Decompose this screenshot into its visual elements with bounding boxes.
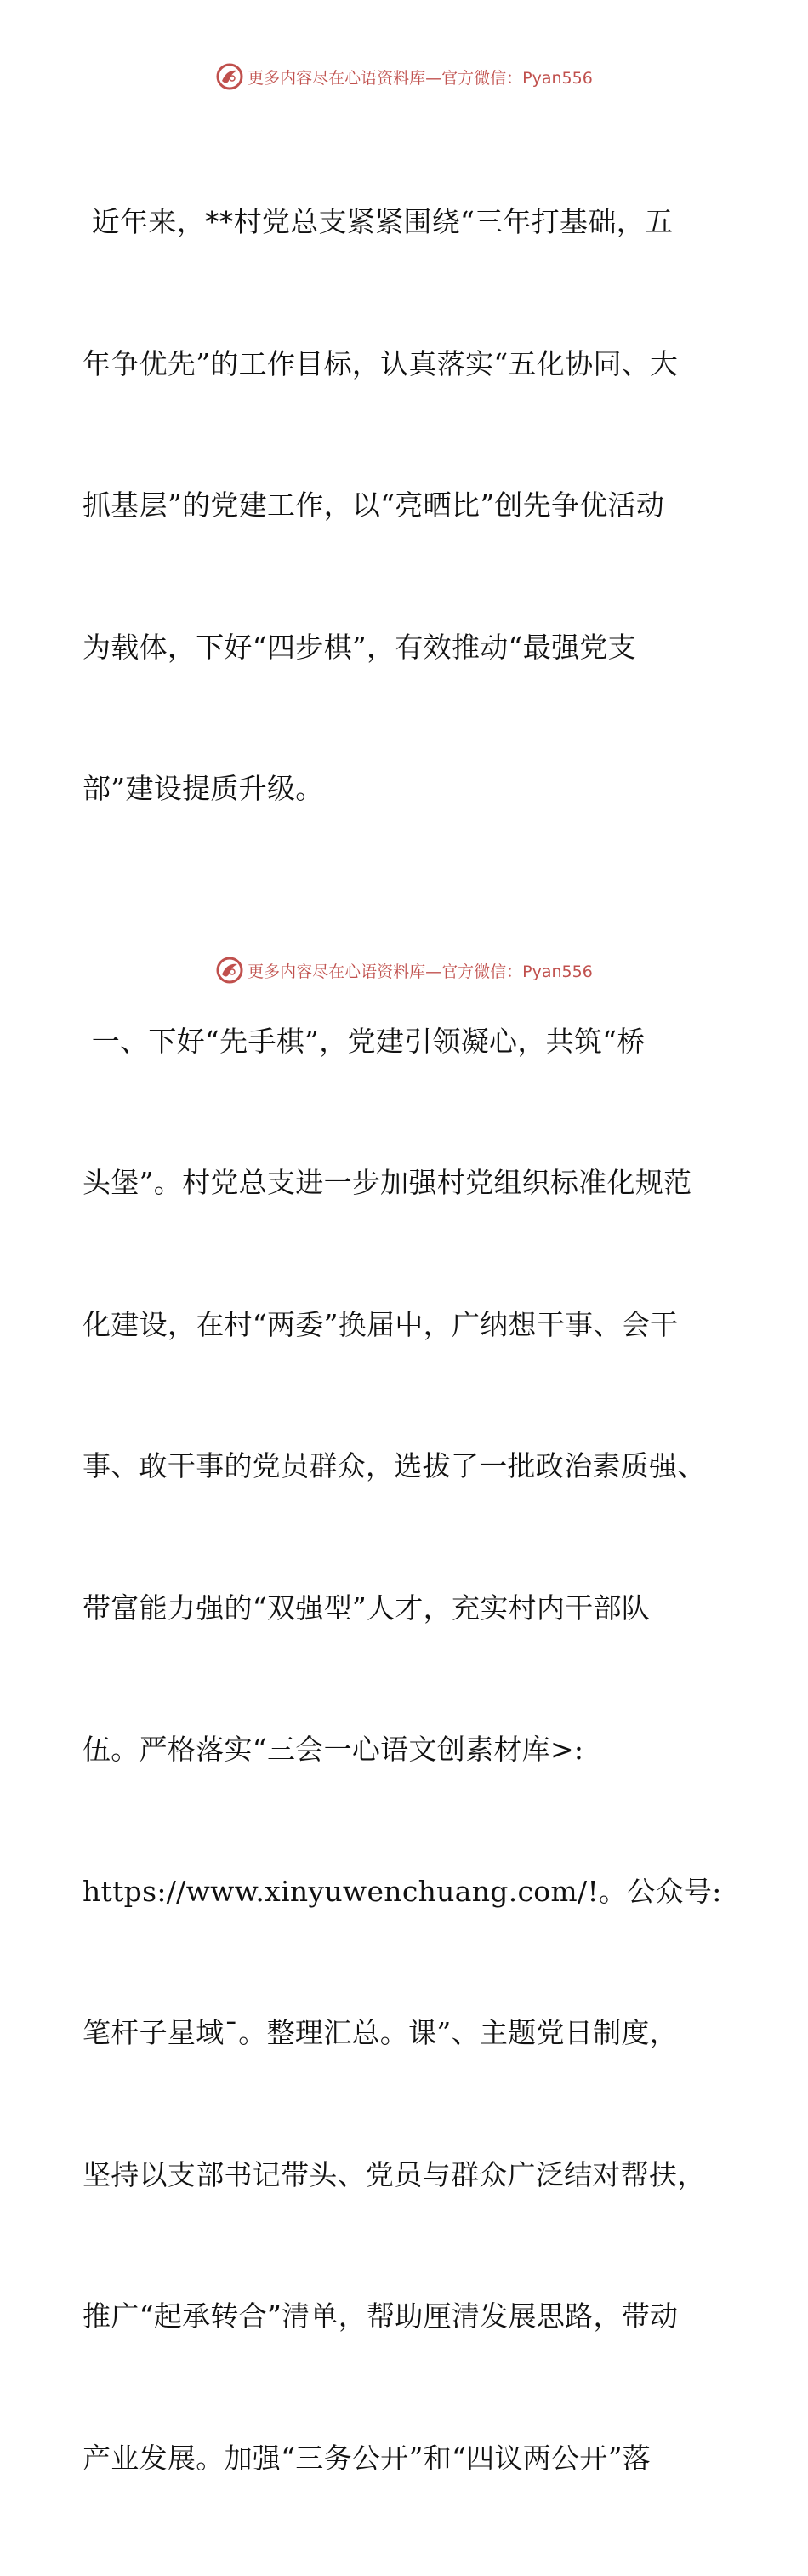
document-body xyxy=(83,104,729,2576)
header-banner xyxy=(0,60,808,94)
header-banner-text: 更多内容尽在心语资料库—官方微信：Pyan556 xyxy=(248,66,593,89)
swirl-logo-icon xyxy=(215,62,244,91)
text-line: 头堡”。村党总支进一步加强村党组织标准化规范 xyxy=(83,1159,729,1207)
text-line: 近年来，**村党总支紧紧围绕“三年打基础，五 xyxy=(83,198,729,246)
text-line: 事、敢干事的党员群众，选拔了一批政治素质强、 xyxy=(83,1442,729,1490)
footer-banner-text: 更多内容尽在心语资料库—官方微信：Pyan556 xyxy=(248,959,593,982)
text-line: 一、下好“先手棋”，党建引领凝心，共筑“桥 xyxy=(83,1018,729,1065)
text-line: 产业发展。加强“三务公开”和“四议两公开”落 xyxy=(83,2435,729,2482)
text-line: 坚持以支部书记带头、党员与群众广泛结对帮扶， xyxy=(83,2151,729,2199)
text-line: 伍。严格落实“三会一心语文创素材库>: xyxy=(83,1726,729,1773)
paragraph-section-one xyxy=(83,923,729,2576)
text-line: 带富能力强的“双强型”人才，充实村内干部队 xyxy=(83,1585,729,1632)
url-line: https://www.xinyuwenchuang.com/!。公众号: xyxy=(83,1868,729,1916)
text-line: 年争优先”的工作目标，认真落实“五化协同、大 xyxy=(83,340,729,388)
text-line: 笔杆子星域¯。整理汇总。课”、主题党日制度， xyxy=(83,2009,729,2057)
text-line: 化建设，在村“两委”换届中，广纳想干事、会干 xyxy=(83,1301,729,1349)
footer-banner xyxy=(0,953,808,987)
text-line: 为载体，下好“四步棋”，有效推动“最强党支 xyxy=(83,624,729,671)
text-line: 部”建设提质升级。 xyxy=(83,765,729,813)
swirl-logo-icon xyxy=(215,956,244,985)
paragraph-intro xyxy=(83,104,729,907)
text-line: 推广“起承转合”清单，帮助厘清发展思路，带动 xyxy=(83,2293,729,2340)
text-line: 抓基层”的党建工作，以“亮晒比”创先争优活动 xyxy=(83,482,729,529)
